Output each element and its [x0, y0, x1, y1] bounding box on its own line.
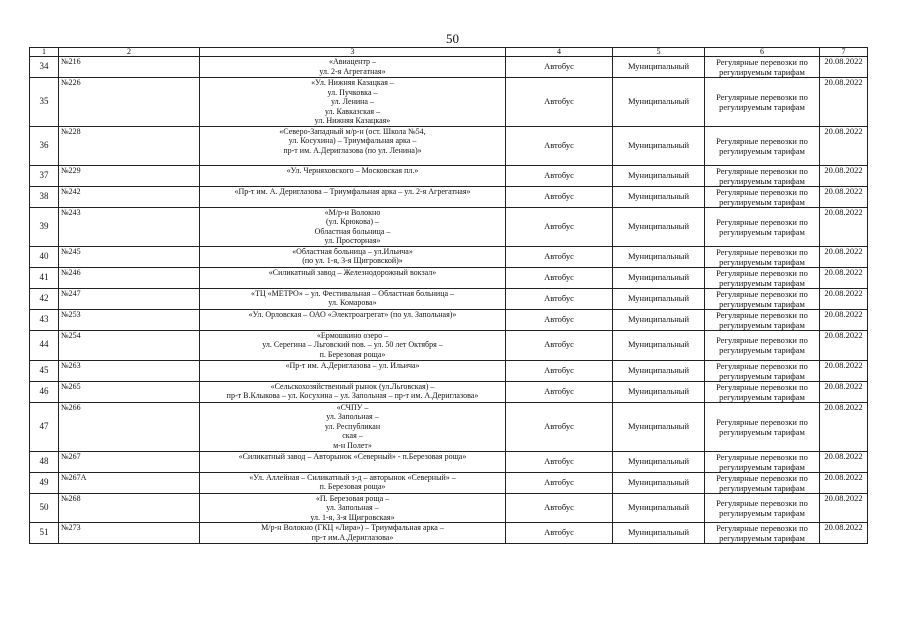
- start-date-cell: 20.08.2022: [820, 165, 868, 186]
- route-path-line: «Ермошкино озеро –: [316, 330, 389, 340]
- route-kind-cell: Муниципальный: [613, 186, 705, 207]
- transport-type-cell: Автобус: [506, 207, 613, 246]
- route-path-line: «Пр-т им. А. Дериглазова – Триумфальная арка – ул. 2-я Агрегатная»: [234, 186, 471, 196]
- row-number-cell: 37: [30, 165, 59, 186]
- tariff-type-cell: Регулярные перевозки по регулируемым тарифам: [705, 360, 820, 381]
- route-path-line: м-н Полет»: [333, 440, 372, 450]
- column-number-row: [30, 48, 868, 57]
- transport-type-cell: Автобус: [506, 165, 613, 186]
- route-path-line: ул. Запольная –: [326, 503, 379, 512]
- table-row: [30, 165, 868, 186]
- route-path-line: ул. Пучковка –: [327, 87, 378, 97]
- table-row: [30, 309, 868, 330]
- start-date-cell: 20.08.2022: [820, 186, 868, 207]
- table-row: [30, 523, 868, 544]
- route-path-line: «М/р-н Волокно: [324, 207, 381, 217]
- route-path-cell: [200, 288, 506, 309]
- row-number-cell: 36: [30, 126, 59, 165]
- column-header-5: 5: [613, 48, 705, 57]
- route-kind-cell: Муниципальный: [613, 126, 705, 165]
- column-header-2: 2: [59, 48, 200, 57]
- start-date-cell: 20.08.2022: [820, 246, 868, 267]
- transport-type-cell: Автобус: [506, 472, 613, 493]
- route-kind-cell: Муниципальный: [613, 360, 705, 381]
- route-number-cell: №228: [59, 126, 200, 165]
- table-row: [30, 78, 868, 127]
- column-header-1: 1: [30, 48, 59, 57]
- row-number-cell: 38: [30, 186, 59, 207]
- tariff-type-cell: Регулярные перевозки по регулируемым тарифам: [705, 246, 820, 267]
- start-date-cell: 20.08.2022: [820, 309, 868, 330]
- tariff-type-cell: Регулярные перевозки по регулируемым тарифам: [705, 493, 820, 523]
- route-kind-cell: Муниципальный: [613, 493, 705, 523]
- start-date-cell: 20.08.2022: [820, 493, 868, 523]
- table-row: [30, 330, 868, 360]
- routes-table-body: [30, 57, 868, 544]
- route-path-cell: [200, 207, 506, 246]
- route-number-cell: №226: [59, 78, 200, 127]
- table-row: [30, 360, 868, 381]
- row-number-cell: 45: [30, 360, 59, 381]
- route-kind-cell: Муниципальный: [613, 381, 705, 402]
- route-path-line: ул. Серегина – Льговский пов. – ул. 50 лет Октября –: [262, 340, 443, 349]
- transport-type-cell: Автобус: [506, 126, 613, 165]
- route-path-line: «Силикатный завод – Авторынок «Северный» - п.Березовая роща»: [238, 451, 467, 461]
- route-kind-cell: Муниципальный: [613, 330, 705, 360]
- route-number-cell: №242: [59, 186, 200, 207]
- route-path-cell: [200, 493, 506, 523]
- start-date-cell: 20.08.2022: [820, 207, 868, 246]
- table-row: [30, 186, 868, 207]
- tariff-type-cell: Регулярные перевозки по регулируемым тарифам: [705, 523, 820, 544]
- row-number-cell: 51: [30, 523, 59, 544]
- tariff-type-cell: Регулярные перевозки по регулируемым тарифам: [705, 451, 820, 472]
- start-date-cell: 20.08.2022: [820, 360, 868, 381]
- transport-type-cell: Автобус: [506, 186, 613, 207]
- route-path-cell: [200, 246, 506, 267]
- route-path-line: ул. Просторная»: [324, 236, 381, 245]
- tariff-type-cell: Регулярные перевозки по регулируемым тарифам: [705, 207, 820, 246]
- tariff-type-cell: Регулярные перевозки по регулируемым тарифам: [705, 330, 820, 360]
- route-path-cell: [200, 78, 506, 127]
- route-path-line: ул. Республикан: [324, 421, 381, 431]
- route-path-line: п. Березовая роща»: [319, 349, 386, 359]
- row-number-cell: 43: [30, 309, 59, 330]
- column-header-3: 3: [200, 48, 506, 57]
- table-row: [30, 288, 868, 309]
- tariff-type-cell: Регулярные перевозки по регулируемым тарифам: [705, 267, 820, 288]
- start-date-cell: 20.08.2022: [820, 126, 868, 165]
- tariff-type-cell: Регулярные перевозки по регулируемым тарифам: [705, 402, 820, 451]
- route-number-cell: №265: [59, 381, 200, 402]
- route-path-line: «ТЦ «МЕТРО» – ул. Фестивальная – Областная больница –: [250, 288, 455, 298]
- route-kind-cell: Муниципальный: [613, 267, 705, 288]
- table-row: [30, 126, 868, 165]
- row-number-cell: 47: [30, 402, 59, 451]
- transport-type-cell: Автобус: [506, 330, 613, 360]
- transport-type-cell: Автобус: [506, 523, 613, 544]
- route-path-line: пр-т им.А.Дериглазова»: [311, 532, 394, 542]
- route-kind-cell: Муниципальный: [613, 207, 705, 246]
- route-path-line: «П. Березовая роща –: [315, 493, 390, 503]
- route-number-cell: №243: [59, 207, 200, 246]
- route-kind-cell: Муниципальный: [613, 523, 705, 544]
- route-path-line: ул. Ленина –: [331, 97, 374, 106]
- start-date-cell: 20.08.2022: [820, 402, 868, 451]
- route-kind-cell: Муниципальный: [613, 165, 705, 186]
- transport-type-cell: Автобус: [506, 360, 613, 381]
- route-path-line: ул. 1-я, 3-я Щигровская»: [310, 512, 395, 522]
- route-path-line: «Пр-т им. А.Дериглазова – ул. Ильича»: [285, 360, 420, 370]
- route-kind-cell: Муниципальный: [613, 402, 705, 451]
- route-path-cell: [200, 402, 506, 451]
- route-number-cell: №263: [59, 360, 200, 381]
- transport-type-cell: Автобус: [506, 267, 613, 288]
- route-path-cell: [200, 126, 506, 165]
- route-path-line: «Ул. Аллейная – Силикатный з-д – авторынок «Северный» –: [249, 472, 456, 482]
- table-row: [30, 451, 868, 472]
- route-kind-cell: Муниципальный: [613, 57, 705, 78]
- table-row: [30, 207, 868, 246]
- route-path-line: ул. Нижняя Казацкая»: [314, 116, 391, 125]
- routes-table: [29, 47, 868, 544]
- route-path-cell: [200, 57, 506, 78]
- route-number-cell: №267: [59, 451, 200, 472]
- table-row: [30, 57, 868, 78]
- tariff-type-cell: Регулярные перевозки по регулируемым тарифам: [705, 57, 820, 78]
- route-number-cell: №216: [59, 57, 200, 78]
- route-path-cell: [200, 451, 506, 472]
- start-date-cell: 20.08.2022: [820, 78, 868, 127]
- route-number-cell: №266: [59, 402, 200, 451]
- route-path-cell: [200, 309, 506, 330]
- table-row: [30, 472, 868, 493]
- start-date-cell: 20.08.2022: [820, 451, 868, 472]
- route-number-cell: №245: [59, 246, 200, 267]
- start-date-cell: 20.08.2022: [820, 472, 868, 493]
- tariff-type-cell: Регулярные перевозки по регулируемым тарифам: [705, 381, 820, 402]
- route-path-cell: [200, 360, 506, 381]
- route-path-line: «Силикатный завод – Железнодорожный вокзал»: [268, 267, 437, 277]
- route-path-line: «Ул. Черняховского – Московская пл.»: [286, 165, 419, 175]
- row-number-cell: 35: [30, 78, 59, 127]
- transport-type-cell: Автобус: [506, 78, 613, 127]
- transport-type-cell: Автобус: [506, 493, 613, 523]
- column-header-7: 7: [820, 48, 868, 57]
- tariff-type-cell: Регулярные перевозки по регулируемым тарифам: [705, 472, 820, 493]
- route-path-line: (по ул. 1-я, 3-я Щигровской)»: [302, 256, 403, 265]
- route-number-cell: №268: [59, 493, 200, 523]
- tariff-type-cell: Регулярные перевозки по регулируемым тарифам: [705, 165, 820, 186]
- transport-type-cell: Автобус: [506, 381, 613, 402]
- route-path-line: ул. Кавказская –: [324, 106, 381, 116]
- route-number-cell: №247: [59, 288, 200, 309]
- table-row: [30, 267, 868, 288]
- table-row: [30, 402, 868, 451]
- route-path-cell: [200, 165, 506, 186]
- tariff-type-cell: Регулярные перевозки по регулируемым тарифам: [705, 126, 820, 165]
- route-path-line: «Ул. Нижняя Казацкая –: [311, 78, 394, 87]
- row-number-cell: 50: [30, 493, 59, 523]
- tariff-type-cell: Регулярные перевозки по регулируемым тарифам: [705, 288, 820, 309]
- page-number: 50: [446, 31, 459, 46]
- route-number-cell: №267А: [59, 472, 200, 493]
- route-number-cell: №246: [59, 267, 200, 288]
- route-path-line: (ул. Крюкова) –: [326, 217, 379, 226]
- route-path-line: «Сельскохозяйственный рынок (ул.Льговская) –: [270, 381, 435, 391]
- row-number-cell: 34: [30, 57, 59, 78]
- row-number-cell: 41: [30, 267, 59, 288]
- start-date-cell: 20.08.2022: [820, 57, 868, 78]
- transport-type-cell: Автобус: [506, 57, 613, 78]
- route-path-line: пр-т им. А.Дериглазова (по ул. Ленина)»: [283, 145, 422, 155]
- route-path-cell: [200, 472, 506, 493]
- route-path-line: ул. 2-я Агрегатная»: [319, 66, 386, 76]
- route-path-cell: [200, 381, 506, 402]
- route-path-line: ул. Комарова»: [328, 298, 377, 307]
- route-path-line: «Областная больница – ул.Ильича»: [292, 246, 413, 256]
- transport-type-cell: Автобус: [506, 246, 613, 267]
- route-path-cell: [200, 330, 506, 360]
- start-date-cell: 20.08.2022: [820, 267, 868, 288]
- row-number-cell: 49: [30, 472, 59, 493]
- route-path-line: п. Березовая роща»: [319, 482, 386, 491]
- route-kind-cell: Муниципальный: [613, 451, 705, 472]
- route-kind-cell: Муниципальный: [613, 78, 705, 127]
- tariff-type-cell: Регулярные перевозки по регулируемым тарифам: [705, 78, 820, 127]
- route-kind-cell: Муниципальный: [613, 309, 705, 330]
- route-path-cell: [200, 523, 506, 544]
- route-path-line: «Ул. Орловская – ОАО «Электроагрегат» (по ул. Запольная)»: [248, 309, 457, 319]
- route-number-cell: №273: [59, 523, 200, 544]
- column-header-4: 4: [506, 48, 613, 57]
- row-number-cell: 39: [30, 207, 59, 246]
- tariff-type-cell: Регулярные перевозки по регулируемым тарифам: [705, 309, 820, 330]
- route-kind-cell: Муниципальный: [613, 288, 705, 309]
- transport-type-cell: Автобус: [506, 309, 613, 330]
- route-path-line: «Авиацентр –: [328, 57, 377, 66]
- row-number-cell: 42: [30, 288, 59, 309]
- row-number-cell: 40: [30, 246, 59, 267]
- column-header-6: 6: [705, 48, 820, 57]
- route-number-cell: №253: [59, 309, 200, 330]
- route-path-line: «СЧПУ –: [336, 402, 369, 412]
- table-row: [30, 493, 868, 523]
- route-path-line: пр-т В.Клыкова – ул. Косухина – ул. Запольная – пр-т им. А.Дериглазова»: [226, 391, 479, 400]
- transport-type-cell: Автобус: [506, 451, 613, 472]
- route-number-cell: №229: [59, 165, 200, 186]
- route-kind-cell: Муниципальный: [613, 472, 705, 493]
- transport-type-cell: Автобус: [506, 402, 613, 451]
- row-number-cell: 44: [30, 330, 59, 360]
- route-path-line: М/р-н Волокно (ГКЦ «Лира») – Триумфальная арка –: [261, 523, 444, 532]
- start-date-cell: 20.08.2022: [820, 523, 868, 544]
- route-number-cell: №254: [59, 330, 200, 360]
- route-path-line: «Северо-Западный м/р-н (ост. Школа №54,: [279, 126, 426, 136]
- route-kind-cell: Муниципальный: [613, 246, 705, 267]
- transport-type-cell: Автобус: [506, 288, 613, 309]
- route-path-cell: [200, 186, 506, 207]
- start-date-cell: 20.08.2022: [820, 288, 868, 309]
- start-date-cell: 20.08.2022: [820, 381, 868, 402]
- start-date-cell: 20.08.2022: [820, 330, 868, 360]
- route-path-line: Областная больница –: [314, 226, 391, 236]
- table-row: [30, 246, 868, 267]
- row-number-cell: 46: [30, 381, 59, 402]
- route-path-line: ул. Запольная –: [326, 412, 379, 421]
- row-number-cell: 48: [30, 451, 59, 472]
- route-path-line: ская –: [342, 431, 363, 440]
- route-path-cell: [200, 267, 506, 288]
- tariff-type-cell: Регулярные перевозки по регулируемым тарифам: [705, 186, 820, 207]
- table-row: [30, 381, 868, 402]
- route-path-line: ул. Косухина) – Триумфальная арка –: [288, 136, 417, 145]
